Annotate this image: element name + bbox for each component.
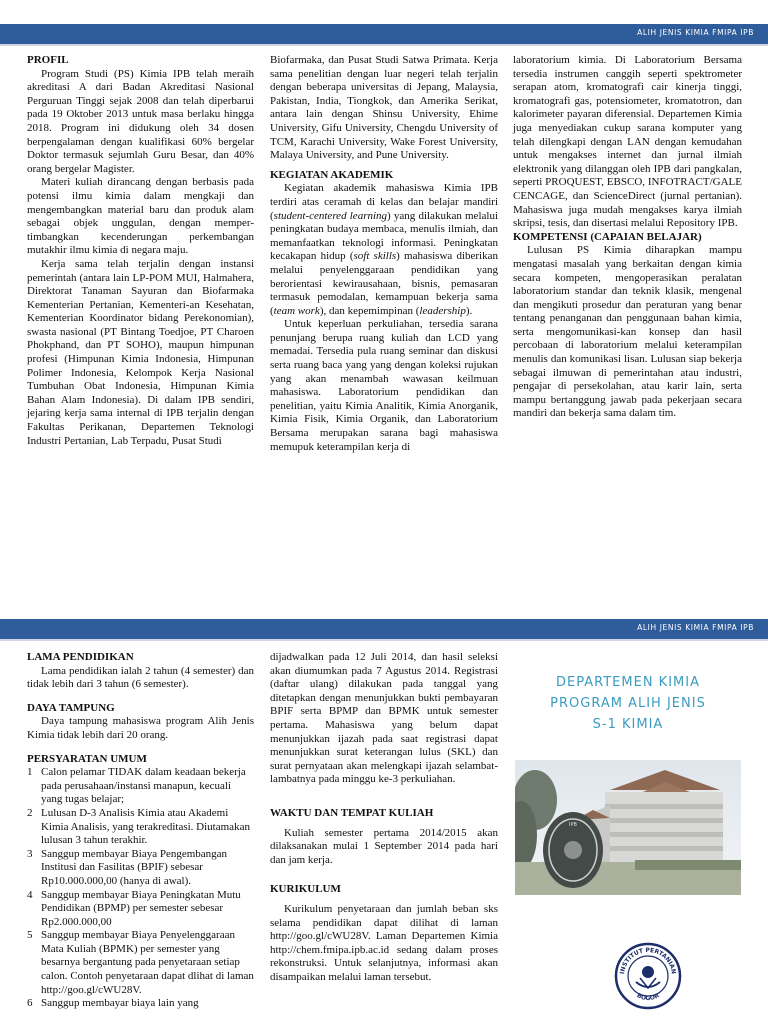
requirement-text: Sanggup membayar Biaya Penyelenggaraan Mata Kuliah (BPMK) per semester yang besarnya bergantung pada penyetaraan setiap calon. Contoh penyetaraan dapat dlihat di laman http://goo.gl/cWU28V. [41, 929, 254, 996]
ipb-seal-logo [614, 942, 682, 1010]
header-band-bottom [0, 619, 768, 641]
column-profil [27, 54, 254, 448]
requirement-number: 2 [27, 806, 33, 819]
section-title-kompetensi: KOMPETENSI (CAPAIAN BELAJAR) [513, 230, 702, 243]
paragraph: Untuk keperluan perkuliahan, tersedia sarana penunjang berupa ruang kuliah dan LCD yang memadai. Tersedia pula ruang seminar dan diskusi serta ruang baca yang yang dengan koleksi rujukan yang akan menambah wawasan keilmuan mahasiswa. Laboratorium pendidikan dan penelitian, yaitu Kimia Analitik, Kimia Anorganik, Kimia Fisik, Kimia Organik, dan Laboratorium Bersama merupakan sarana bagi mahasiswa memupuk keterampilan kerja di [270, 318, 498, 453]
requirement-item [27, 766, 254, 807]
paragraph: Kegiatan akademik mahasiswa Kimia IPB terdiri atas ceramah di kelas dan belajar mandiri (student-centered learning) yang dilakukan melalui peningkatan budaya membaca, menulis ilmiah, dan memanfaatkan teknologi informasi. Peningkatan kecakapan hidup (soft skills) mahasiswa diberikan melalui penyelenggaraan pendidikan yang berorientasi kewirausahaan, bisnis, pemasaran termasuk pemodalan, kemampuan bekerja sama (team work), dan kepemimpinan (leadership). [270, 182, 498, 317]
header-brand: ALIH JENIS KIMIA FMIPA IPB [637, 623, 754, 632]
requirement-text: Sanggup membayar Biaya Peningkatan Mutu Pendidikan (BPMP) per semester sebesar Rp2.000.000,00 [41, 888, 241, 928]
requirement-text: Calon pelamar TIDAK dalam keadaan bekerja pada perusahaan/instansi manapun, kecuali yang tugas belajar; [41, 766, 246, 806]
requirement-number: 6 [27, 997, 33, 1010]
cover-line-2: PROGRAM ALIH JENIS [550, 696, 706, 711]
header-brand: ALIH JENIS KIMIA FMIPA IPB [637, 28, 754, 37]
italic-term: soft skills [353, 250, 397, 263]
column-kompetensi [513, 54, 742, 421]
cover-line-3: S-1 KIMIA [592, 717, 664, 732]
section-title-akademik: KEGIATAN AKADEMIK [270, 168, 394, 181]
paragraph: Biofarmaka, dan Pusat Studi Satwa Primata. Kerja sama penelitian dengan luar negeri telah terjalin dengan beberapa universitas di Jepang, Malaysia, Pakistan, India, Tiongkok, dan Amerika Serikat, antara lain dengan Shinsu University, Ehime University, Gifu University, Chengdu University of TCM, Karachi University, Wake Forest University, Malaya University, and Pune University. [270, 54, 498, 162]
requirement-text: Sanggup membayar Biaya Pengembangan Institusi dan Fasilitas (BPIF) sebesar Rp10.000.000,00 (hanya di awal). [41, 847, 228, 887]
paragraph: Lulusan PS Kimia diharapkan mampu mengatasi masalah yang berkaitan dengan kimia secara kompeten, mengoperasikan peralatan laboratorium standar dan teknik klasik, mengenal dan mengikuti prosedur dan peraturan yang benar tentang penanganan dan penggunaan bahan kimia, serta mengomunikasi-kan konsep dan hasil percobaan di laboratorium melalui keterampilan menulis dan komunikasi lisan. Lulusan siap bekerja sebagai ilmuwan di pemerintahan atau industri, pengajar di persekolahan, atau karir lain, serta mampu bertanggung jawab pada pekerjaan secara mandiri dan bekerja sama dalam tim. [513, 244, 742, 420]
paragraph: laboratorium kimia. Di Laboratorium Bersama tersedia instrumen canggih seperti spektrometer serapan atom, kromatografi cair kinerja tinggi, kromatografi gas, potensiometer, kromatotron, dan kalorimeter payaran diferensial. Departemen Kimia juga menyediakan cukup sarana komputer yang telah dilengkapi dengan LAN dengan kemudahan untuk mengakses internet dan jurnal ilmiah elektronik yang dilanggan oleh IPB dari pangkalan, seperti PROQUEST, EBSCO, INFOTRACT/GALE CENCAGE, dan ScienceDirect (jurnal pertanian). Mahasiswa juga mudah mengakses karya ilmiah skripsi, tesis, dan disertasi melalui Repository IPB. [513, 54, 742, 230]
italic-term: team work [273, 304, 320, 317]
header-band-top [0, 24, 768, 46]
requirement-item [27, 997, 254, 1011]
requirement-number: 4 [27, 888, 33, 901]
column-persyaratan [27, 651, 254, 1011]
seal-lettering-bottom: BOGOR [635, 992, 661, 1003]
paragraph: dijadwalkan pada 12 Juli 2014, dan hasil seleksi akan diumumkan pada 7 Agustus 2014. Registrasi (daftar ulang) dilakukan pada tanggal yang ditetapkan dengan menunjukkan bukti pembayaran BPIF serta BPMP dan BPMK untuk semester pertama. Mahasiswa yang belum dapat menunjukkan ijazah pada saat registrasi dapat menunjukkan surat keterangan lulus (SKL) dan surat pernyataan akan melengkapi ijazah selambat-lambatnya pada minggu ke-3 perkuliahan. [270, 651, 498, 786]
cover-title [513, 672, 743, 735]
seal-icon [614, 942, 682, 1010]
paragraph: Kurikulum penyetaraan dan jumlah beban sks selama pendidikan dapat dilihat di laman http://goo.gl/cWU28V. Laman Departemen Kimia http://chem.fmipa.ipb.ac.id sedang dalam proses rekonstruksi. Untuk selanjutnya, informasi akan disampaikan melalui laman tersebut. [270, 902, 498, 983]
paragraph: Kuliah semester pertama 2014/2015 akan dilaksanakan mulai 1 September 2014 pada hari dan jam kerja. [270, 826, 498, 866]
paragraph: Program Studi (PS) Kimia IPB telah meraih akreditasi A dari Badan Akreditasi Nasional Perguruan Tinggi sejak 2008 dan telah diperbarui pada 19 Oktober 2013 untuk masa berlaku hingga 2018. Program ini didukung oleh 34 dosen berpengalaman dengan kualifikasi 60% bergelar Doktor termasuk sejumlah Guru Besar, dan 40% orang bergelar Magister. [27, 67, 254, 175]
requirements-list [27, 766, 254, 1011]
requirement-text: Lulusan D-3 Analisis Kimia atau Akademi Kimia Analisis, yang terakreditasi. Diutamakan lulusan 3 tahun terakhir. [41, 806, 250, 847]
italic-term: student-centered learning [273, 209, 388, 222]
cover-line-1: DEPARTEMEN KIMIA [556, 675, 700, 690]
section-title-daya-tampung: DAYA TAMPUNG [27, 701, 115, 714]
paragraph: Lama pendidikan ialah 2 tahun (4 semester) dan tidak lebih dari 3 tahun (6 semester). [27, 664, 254, 691]
paragraph: Daya tampung mahasiswa program Alih Jenis Kimia tidak lebih dari 20 orang. [27, 715, 254, 741]
requirement-item [27, 807, 254, 848]
requirement-number: 3 [27, 847, 33, 860]
requirement-text: Sanggup membayar biaya lain yang [41, 997, 199, 1010]
section-title-kurikulum: KURIKULUM [270, 883, 341, 896]
campus-building-image [515, 760, 741, 895]
requirement-number: 1 [27, 766, 33, 779]
requirement-item [27, 848, 254, 889]
requirement-item [27, 929, 254, 997]
paragraph: Materi kuliah dirancang dengan berbasis pada potensi ilmu kimia dalam mengkaji dan mengembangkan material baru dan produk alam sebagai objek unggulan, dengan memper-timbangkan kecenderungan perkembangan mutakhir ilmu kimia di negara maju. [27, 176, 254, 257]
requirement-item [27, 889, 254, 930]
section-title-persyaratan: PERSYARATAN UMUM [27, 752, 147, 765]
requirement-number: 5 [27, 929, 33, 942]
section-title-profil: PROFIL [27, 54, 69, 66]
column-waktu-kurikulum [270, 651, 498, 984]
section-title-lama: LAMA PENDIDIKAN [27, 651, 134, 663]
campus-photo [515, 760, 741, 895]
section-title-waktu: WAKTU DAN TEMPAT KULIAH [270, 806, 434, 819]
seal-lettering-top: INSTITUT PERTANIAN [619, 946, 677, 975]
italic-term: leadership [419, 304, 466, 317]
monument-lettering: IPB [569, 822, 577, 828]
paragraph: Kerja sama telah terjalin dengan instansi pemerintah (antara lain LP-POM MUI, Halmahera, Direktorat Tanaman Sayuran dan Biofarmaka Kementerian Pertanian, Kementeri-an Kesehatan, Kementerian Koordinator bidang Perekonomian), swasta nasional (PT Bintang Toedjoe, PT Charoen Phokphand, dan PT SOHO), maupun himpunan profesi (Himpunan Kimia Indonesia, Himpunan Polimer Indonesia, Kelompok Kerja Nasional Tumbuhan Obat Indonesia, Himpunan Kimia Bahan Alam Indonesia). Di dalam IPB sendiri, jejaring kerja sama internal di IPB terjalin dengan Fakultas Perikanan, Departemen Teknologi Industri Pertanian, Lab Terpadu, Pusat Studi [27, 257, 254, 447]
column-akademik [270, 54, 498, 454]
